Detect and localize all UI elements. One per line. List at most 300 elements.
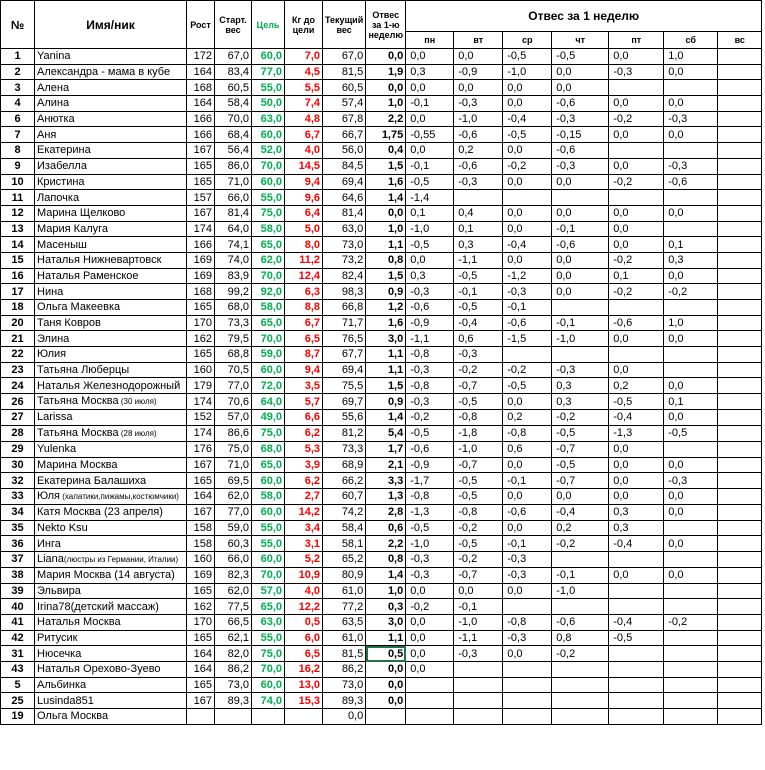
cell-height[interactable]: 167 <box>187 693 215 709</box>
cell-height[interactable]: 158 <box>187 536 215 552</box>
cell-week-loss[interactable]: 1,9 <box>366 64 406 80</box>
cell-name[interactable] <box>35 567 187 583</box>
cell-current-weight[interactable]: 82,4 <box>323 268 366 284</box>
cell-height[interactable]: 174 <box>187 394 215 410</box>
cell-day-value[interactable] <box>718 331 762 347</box>
cell-kg-to-goal[interactable]: 7,4 <box>285 96 323 112</box>
cell-name[interactable] <box>35 331 187 347</box>
cell-current-weight[interactable]: 58,4 <box>323 520 366 536</box>
cell-kg-to-goal[interactable]: 5,0 <box>285 221 323 237</box>
cell-day-value[interactable]: -0,3 <box>664 158 718 174</box>
cell-day-value[interactable]: 0,0 <box>503 583 552 599</box>
cell-day-value[interactable] <box>664 362 718 378</box>
cell-goal[interactable]: 55,0 <box>252 80 285 96</box>
cell-day-value[interactable] <box>718 567 762 583</box>
cell-name[interactable] <box>35 662 187 678</box>
cell-start-weight[interactable]: 71,0 <box>215 457 252 473</box>
cell-kg-to-goal[interactable]: 4,8 <box>285 111 323 127</box>
cell-day-value[interactable] <box>664 599 718 615</box>
cell-start-weight[interactable]: 77,0 <box>215 504 252 520</box>
cell-day-value[interactable]: -0,6 <box>503 504 552 520</box>
cell-goal[interactable]: 65,0 <box>252 457 285 473</box>
cell-goal[interactable]: 62,0 <box>252 252 285 268</box>
cell-day-value[interactable] <box>664 520 718 536</box>
cell-day-value[interactable]: 0,0 <box>503 221 552 237</box>
cell-day-value[interactable]: -0,6 <box>454 127 503 143</box>
cell-day-value[interactable]: -0,7 <box>454 457 503 473</box>
cell-day-value[interactable]: -0,5 <box>609 630 664 646</box>
cell-num[interactable]: 18 <box>1 300 35 316</box>
cell-day-value[interactable]: 0,0 <box>609 441 664 457</box>
cell-name[interactable] <box>35 488 187 504</box>
cell-day-value[interactable]: 0,3 <box>406 268 454 284</box>
cell-current-weight[interactable]: 66,8 <box>323 300 366 316</box>
cell-goal[interactable]: 60,0 <box>252 504 285 520</box>
cell-start-weight[interactable]: 86,6 <box>215 425 252 441</box>
cell-day-value[interactable] <box>718 646 762 662</box>
cell-goal[interactable]: 65,0 <box>252 599 285 615</box>
cell-height[interactable]: 164 <box>187 662 215 678</box>
cell-day-value[interactable] <box>406 693 454 709</box>
cell-goal[interactable]: 92,0 <box>252 284 285 300</box>
cell-goal[interactable]: 77,0 <box>252 64 285 80</box>
cell-day-value[interactable]: 0,0 <box>454 49 503 65</box>
cell-kg-to-goal[interactable]: 9,4 <box>285 362 323 378</box>
cell-day-value[interactable]: -0,1 <box>406 96 454 112</box>
cell-day-value[interactable] <box>718 630 762 646</box>
cell-num[interactable]: 23 <box>1 362 35 378</box>
cell-start-weight[interactable]: 99,2 <box>215 284 252 300</box>
cell-week-loss[interactable]: 1,7 <box>366 441 406 457</box>
cell-day-value[interactable]: -1,7 <box>406 473 454 489</box>
cell-week-loss[interactable]: 1,1 <box>366 630 406 646</box>
cell-start-weight[interactable]: 86,2 <box>215 662 252 678</box>
cell-day-value[interactable]: 0,0 <box>503 143 552 159</box>
cell-day-value[interactable] <box>503 677 552 693</box>
cell-name[interactable] <box>35 583 187 599</box>
cell-goal[interactable]: 58,0 <box>252 221 285 237</box>
cell-week-loss[interactable]: 0,9 <box>366 394 406 410</box>
cell-day-value[interactable] <box>503 662 552 678</box>
cell-day-value[interactable]: -0,2 <box>454 520 503 536</box>
cell-current-weight[interactable]: 57,4 <box>323 96 366 112</box>
cell-day-value[interactable]: -0,3 <box>664 473 718 489</box>
cell-current-weight[interactable]: 66,7 <box>323 127 366 143</box>
cell-num[interactable]: 20 <box>1 315 35 331</box>
cell-day-value[interactable]: -0,1 <box>552 567 609 583</box>
cell-goal[interactable]: 70,0 <box>252 662 285 678</box>
cell-kg-to-goal[interactable]: 6,2 <box>285 473 323 489</box>
cell-day-value[interactable]: 0,0 <box>609 331 664 347</box>
cell-name[interactable] <box>35 111 187 127</box>
cell-day-value[interactable] <box>609 693 664 709</box>
cell-day-value[interactable]: 0,0 <box>664 504 718 520</box>
cell-day-value[interactable] <box>718 300 762 316</box>
cell-num[interactable]: 13 <box>1 221 35 237</box>
cell-num[interactable]: 22 <box>1 347 35 363</box>
cell-day-value[interactable] <box>406 709 454 725</box>
cell-current-weight[interactable]: 67,0 <box>323 49 366 65</box>
cell-day-value[interactable]: -0,1 <box>503 473 552 489</box>
cell-name[interactable] <box>35 551 187 567</box>
cell-week-loss[interactable]: 1,1 <box>366 237 406 253</box>
cell-height[interactable]: 165 <box>187 677 215 693</box>
cell-day-value[interactable] <box>609 599 664 615</box>
cell-day-value[interactable] <box>718 111 762 127</box>
cell-day-value[interactable]: -0,6 <box>664 174 718 190</box>
cell-num[interactable]: 9 <box>1 158 35 174</box>
cell-day-value[interactable]: 0,0 <box>664 96 718 112</box>
cell-current-weight[interactable]: 63,0 <box>323 221 366 237</box>
cell-name[interactable] <box>35 599 187 615</box>
cell-day-value[interactable]: 0,0 <box>552 284 609 300</box>
cell-week-loss[interactable] <box>366 709 406 725</box>
cell-day-value[interactable] <box>718 64 762 80</box>
cell-week-loss[interactable]: 1,75 <box>366 127 406 143</box>
cell-kg-to-goal[interactable]: 8,7 <box>285 347 323 363</box>
cell-kg-to-goal[interactable]: 4,0 <box>285 143 323 159</box>
cell-start-weight[interactable]: 64,0 <box>215 221 252 237</box>
cell-day-value[interactable]: -0,9 <box>454 64 503 80</box>
cell-start-weight[interactable]: 73,0 <box>215 677 252 693</box>
cell-day-value[interactable]: 0,0 <box>609 158 664 174</box>
cell-day-value[interactable] <box>718 709 762 725</box>
cell-day-value[interactable] <box>718 96 762 112</box>
cell-week-loss[interactable]: 1,1 <box>366 347 406 363</box>
cell-day-value[interactable]: 0,1 <box>406 205 454 221</box>
cell-day-value[interactable]: -0,15 <box>552 127 609 143</box>
cell-goal[interactable]: 60,0 <box>252 677 285 693</box>
cell-day-value[interactable] <box>718 143 762 159</box>
cell-day-value[interactable]: 0,3 <box>664 252 718 268</box>
cell-week-loss[interactable]: 2,1 <box>366 457 406 473</box>
cell-current-weight[interactable]: 89,3 <box>323 693 366 709</box>
cell-day-value[interactable] <box>664 693 718 709</box>
cell-goal[interactable]: 60,0 <box>252 551 285 567</box>
cell-day-value[interactable]: 0,0 <box>552 268 609 284</box>
cell-day-value[interactable]: -1,0 <box>454 111 503 127</box>
cell-num[interactable]: 12 <box>1 205 35 221</box>
cell-kg-to-goal[interactable]: 5,3 <box>285 441 323 457</box>
cell-day-value[interactable] <box>664 677 718 693</box>
cell-num[interactable]: 42 <box>1 630 35 646</box>
cell-day-value[interactable]: -0,5 <box>503 127 552 143</box>
cell-day-value[interactable]: 0,6 <box>454 331 503 347</box>
cell-day-value[interactable]: -0,6 <box>406 300 454 316</box>
cell-goal[interactable]: 60,0 <box>252 127 285 143</box>
cell-day-value[interactable]: 0,0 <box>609 221 664 237</box>
cell-name[interactable] <box>35 615 187 631</box>
cell-current-weight[interactable]: 55,6 <box>323 410 366 426</box>
cell-week-loss[interactable]: 1,5 <box>366 378 406 394</box>
cell-day-value[interactable]: 0,0 <box>503 252 552 268</box>
cell-day-value[interactable]: 0,0 <box>406 662 454 678</box>
cell-name[interactable] <box>35 205 187 221</box>
cell-height[interactable]: 162 <box>187 599 215 615</box>
cell-day-value[interactable]: 0,1 <box>664 237 718 253</box>
cell-height[interactable]: 160 <box>187 362 215 378</box>
cell-week-loss[interactable]: 0,3 <box>366 599 406 615</box>
cell-name[interactable] <box>35 520 187 536</box>
cell-name[interactable] <box>35 630 187 646</box>
cell-height[interactable]: 170 <box>187 315 215 331</box>
cell-day-value[interactable]: -1,3 <box>406 504 454 520</box>
cell-name[interactable] <box>35 394 187 410</box>
cell-current-weight[interactable]: 69,4 <box>323 362 366 378</box>
cell-kg-to-goal[interactable]: 5,7 <box>285 394 323 410</box>
cell-start-weight[interactable]: 67,0 <box>215 49 252 65</box>
cell-name[interactable] <box>35 221 187 237</box>
cell-day-value[interactable] <box>718 315 762 331</box>
cell-day-value[interactable]: 0,0 <box>609 567 664 583</box>
cell-week-loss[interactable]: 0,0 <box>366 677 406 693</box>
cell-day-value[interactable]: -0,5 <box>406 425 454 441</box>
cell-start-weight[interactable]: 82,0 <box>215 646 252 662</box>
cell-day-value[interactable]: 0,0 <box>664 536 718 552</box>
cell-day-value[interactable] <box>718 551 762 567</box>
cell-current-weight[interactable]: 84,5 <box>323 158 366 174</box>
cell-day-value[interactable] <box>718 347 762 363</box>
cell-day-value[interactable] <box>503 599 552 615</box>
cell-day-value[interactable]: 0,0 <box>406 111 454 127</box>
cell-week-loss[interactable]: 0,0 <box>366 49 406 65</box>
cell-day-value[interactable]: 0,0 <box>609 237 664 253</box>
cell-height[interactable]: 162 <box>187 331 215 347</box>
cell-start-weight[interactable]: 86,0 <box>215 158 252 174</box>
cell-kg-to-goal[interactable]: 11,2 <box>285 252 323 268</box>
cell-week-loss[interactable]: 0,0 <box>366 662 406 678</box>
cell-day-value[interactable]: 0,0 <box>552 80 609 96</box>
cell-day-value[interactable]: 0,2 <box>609 378 664 394</box>
cell-day-value[interactable]: 0,1 <box>454 221 503 237</box>
cell-start-weight[interactable]: 62,0 <box>215 583 252 599</box>
cell-day-value[interactable] <box>718 221 762 237</box>
cell-num[interactable]: 29 <box>1 441 35 457</box>
cell-day-value[interactable] <box>718 488 762 504</box>
cell-day-value[interactable]: -0,2 <box>503 158 552 174</box>
cell-day-value[interactable] <box>609 347 664 363</box>
cell-start-weight[interactable]: 60,3 <box>215 536 252 552</box>
cell-day-value[interactable]: -1,3 <box>609 425 664 441</box>
cell-day-value[interactable]: -0,6 <box>406 441 454 457</box>
cell-height[interactable]: 158 <box>187 520 215 536</box>
cell-day-value[interactable]: 0,0 <box>609 488 664 504</box>
cell-num[interactable]: 33 <box>1 488 35 504</box>
cell-day-value[interactable]: -0,55 <box>406 127 454 143</box>
cell-day-value[interactable]: 0,2 <box>503 410 552 426</box>
cell-day-value[interactable] <box>664 80 718 96</box>
cell-day-value[interactable] <box>664 709 718 725</box>
cell-current-weight[interactable]: 81,5 <box>323 64 366 80</box>
cell-kg-to-goal[interactable]: 12,4 <box>285 268 323 284</box>
cell-day-value[interactable]: -0,3 <box>609 64 664 80</box>
header-start-weight[interactable]: Старт. вес <box>215 1 252 49</box>
header-day[interactable]: вс <box>718 32 762 49</box>
cell-day-value[interactable]: 0,3 <box>552 394 609 410</box>
cell-day-value[interactable]: -0,3 <box>406 551 454 567</box>
cell-day-value[interactable] <box>664 190 718 206</box>
cell-day-value[interactable] <box>454 693 503 709</box>
cell-day-value[interactable]: -0,5 <box>552 457 609 473</box>
cell-height[interactable]: 164 <box>187 64 215 80</box>
cell-start-weight[interactable]: 68,0 <box>215 300 252 316</box>
cell-day-value[interactable]: 1,0 <box>664 49 718 65</box>
cell-day-value[interactable]: -0,3 <box>503 551 552 567</box>
cell-goal[interactable]: 58,0 <box>252 488 285 504</box>
cell-name[interactable] <box>35 300 187 316</box>
cell-name[interactable] <box>35 127 187 143</box>
cell-day-value[interactable]: -0,2 <box>454 551 503 567</box>
header-height[interactable]: Рост <box>187 1 215 49</box>
cell-goal[interactable]: 70,0 <box>252 268 285 284</box>
cell-day-value[interactable]: -0,2 <box>609 174 664 190</box>
cell-name[interactable] <box>35 315 187 331</box>
cell-day-value[interactable]: 0,0 <box>609 96 664 112</box>
cell-height[interactable]: 172 <box>187 49 215 65</box>
cell-current-weight[interactable]: 69,4 <box>323 174 366 190</box>
cell-day-value[interactable]: -1,1 <box>454 630 503 646</box>
cell-day-value[interactable] <box>609 143 664 159</box>
cell-day-value[interactable]: -0,2 <box>609 252 664 268</box>
cell-height[interactable]: 165 <box>187 583 215 599</box>
cell-day-value[interactable]: 0,1 <box>664 394 718 410</box>
cell-week-loss[interactable]: 1,0 <box>366 583 406 599</box>
cell-start-weight[interactable]: 59,0 <box>215 520 252 536</box>
cell-num[interactable]: 7 <box>1 127 35 143</box>
cell-kg-to-goal[interactable]: 8,8 <box>285 300 323 316</box>
cell-week-loss[interactable]: 2,2 <box>366 536 406 552</box>
cell-week-loss[interactable]: 3,0 <box>366 331 406 347</box>
cell-day-value[interactable]: -0,5 <box>552 49 609 65</box>
cell-day-value[interactable]: 0,0 <box>406 630 454 646</box>
cell-day-value[interactable]: -1,0 <box>503 64 552 80</box>
cell-day-value[interactable] <box>454 709 503 725</box>
cell-day-value[interactable]: -0,4 <box>552 504 609 520</box>
cell-num[interactable]: 24 <box>1 378 35 394</box>
cell-day-value[interactable]: 0,0 <box>406 49 454 65</box>
cell-goal[interactable]: 70,0 <box>252 331 285 347</box>
cell-start-weight[interactable]: 82,3 <box>215 567 252 583</box>
cell-day-value[interactable]: 0,0 <box>664 457 718 473</box>
cell-day-value[interactable]: -0,3 <box>454 646 503 662</box>
cell-num[interactable]: 14 <box>1 237 35 253</box>
cell-week-loss[interactable]: 1,1 <box>366 362 406 378</box>
cell-goal[interactable]: 55,0 <box>252 630 285 646</box>
cell-name[interactable] <box>35 362 187 378</box>
cell-num[interactable]: 40 <box>1 599 35 615</box>
cell-day-value[interactable] <box>718 394 762 410</box>
cell-day-value[interactable] <box>664 441 718 457</box>
cell-kg-to-goal[interactable]: 3,9 <box>285 457 323 473</box>
cell-day-value[interactable] <box>718 536 762 552</box>
cell-goal[interactable]: 70,0 <box>252 567 285 583</box>
cell-kg-to-goal[interactable]: 13,0 <box>285 677 323 693</box>
cell-week-loss[interactable]: 1,3 <box>366 488 406 504</box>
cell-name[interactable] <box>35 96 187 112</box>
cell-day-value[interactable]: 0,3 <box>406 64 454 80</box>
cell-day-value[interactable]: -0,4 <box>609 410 664 426</box>
cell-day-value[interactable]: 0,0 <box>609 473 664 489</box>
cell-day-value[interactable] <box>664 662 718 678</box>
cell-kg-to-goal[interactable]: 9,6 <box>285 190 323 206</box>
cell-current-weight[interactable]: 81,5 <box>323 646 366 662</box>
cell-day-value[interactable]: -1,2 <box>503 268 552 284</box>
cell-current-weight[interactable]: 81,4 <box>323 205 366 221</box>
cell-num[interactable]: 5 <box>1 677 35 693</box>
cell-day-value[interactable]: -0,6 <box>454 158 503 174</box>
cell-height[interactable]: 165 <box>187 158 215 174</box>
cell-start-weight[interactable]: 58,4 <box>215 96 252 112</box>
cell-day-value[interactable]: -0,2 <box>552 536 609 552</box>
cell-name[interactable] <box>35 80 187 96</box>
cell-name[interactable] <box>35 410 187 426</box>
cell-day-value[interactable]: 0,0 <box>454 80 503 96</box>
cell-day-value[interactable]: 0,0 <box>552 488 609 504</box>
cell-day-value[interactable]: -0,1 <box>406 158 454 174</box>
cell-day-value[interactable]: 0,0 <box>664 567 718 583</box>
cell-day-value[interactable]: 0,0 <box>664 127 718 143</box>
cell-day-value[interactable]: -0,2 <box>609 111 664 127</box>
cell-week-loss[interactable]: 0,0 <box>366 80 406 96</box>
cell-week-loss[interactable]: 1,2 <box>366 300 406 316</box>
cell-week-loss[interactable]: 3,0 <box>366 615 406 631</box>
cell-kg-to-goal[interactable]: 6,2 <box>285 425 323 441</box>
cell-day-value[interactable]: -0,3 <box>552 158 609 174</box>
cell-current-weight[interactable]: 81,2 <box>323 425 366 441</box>
cell-kg-to-goal[interactable]: 8,0 <box>285 237 323 253</box>
cell-week-loss[interactable]: 1,4 <box>366 410 406 426</box>
cell-current-weight[interactable]: 69,7 <box>323 394 366 410</box>
cell-goal[interactable]: 74,0 <box>252 693 285 709</box>
cell-day-value[interactable] <box>609 551 664 567</box>
cell-start-weight[interactable]: 62,1 <box>215 630 252 646</box>
header-day[interactable]: ср <box>503 32 552 49</box>
cell-height[interactable]: 165 <box>187 473 215 489</box>
cell-day-value[interactable] <box>503 709 552 725</box>
cell-goal[interactable]: 50,0 <box>252 96 285 112</box>
cell-height[interactable]: 167 <box>187 504 215 520</box>
cell-height[interactable]: 152 <box>187 410 215 426</box>
cell-kg-to-goal[interactable]: 6,7 <box>285 315 323 331</box>
cell-day-value[interactable]: -1,0 <box>552 331 609 347</box>
cell-week-loss[interactable]: 0,6 <box>366 520 406 536</box>
cell-day-value[interactable] <box>718 174 762 190</box>
cell-goal[interactable]: 58,0 <box>252 300 285 316</box>
cell-start-weight[interactable]: 89,3 <box>215 693 252 709</box>
cell-day-value[interactable]: 0,0 <box>406 583 454 599</box>
cell-day-value[interactable]: -0,5 <box>406 174 454 190</box>
cell-day-value[interactable]: 0,0 <box>406 143 454 159</box>
cell-kg-to-goal[interactable]: 7,0 <box>285 49 323 65</box>
cell-day-value[interactable]: -0,8 <box>406 347 454 363</box>
cell-day-value[interactable]: -0,9 <box>406 315 454 331</box>
cell-day-value[interactable]: -1,5 <box>503 331 552 347</box>
cell-day-value[interactable] <box>718 268 762 284</box>
cell-current-weight[interactable]: 66,2 <box>323 473 366 489</box>
cell-day-value[interactable] <box>552 347 609 363</box>
cell-num[interactable]: 38 <box>1 567 35 583</box>
cell-week-loss[interactable]: 3,3 <box>366 473 406 489</box>
cell-start-weight[interactable]: 69,5 <box>215 473 252 489</box>
cell-current-weight[interactable]: 77,2 <box>323 599 366 615</box>
cell-day-value[interactable] <box>718 693 762 709</box>
cell-name[interactable] <box>35 693 187 709</box>
cell-start-weight[interactable]: 71,0 <box>215 174 252 190</box>
cell-name[interactable] <box>35 378 187 394</box>
cell-start-weight[interactable]: 70,6 <box>215 394 252 410</box>
cell-kg-to-goal[interactable]: 10,9 <box>285 567 323 583</box>
cell-week-loss[interactable]: 1,5 <box>366 158 406 174</box>
